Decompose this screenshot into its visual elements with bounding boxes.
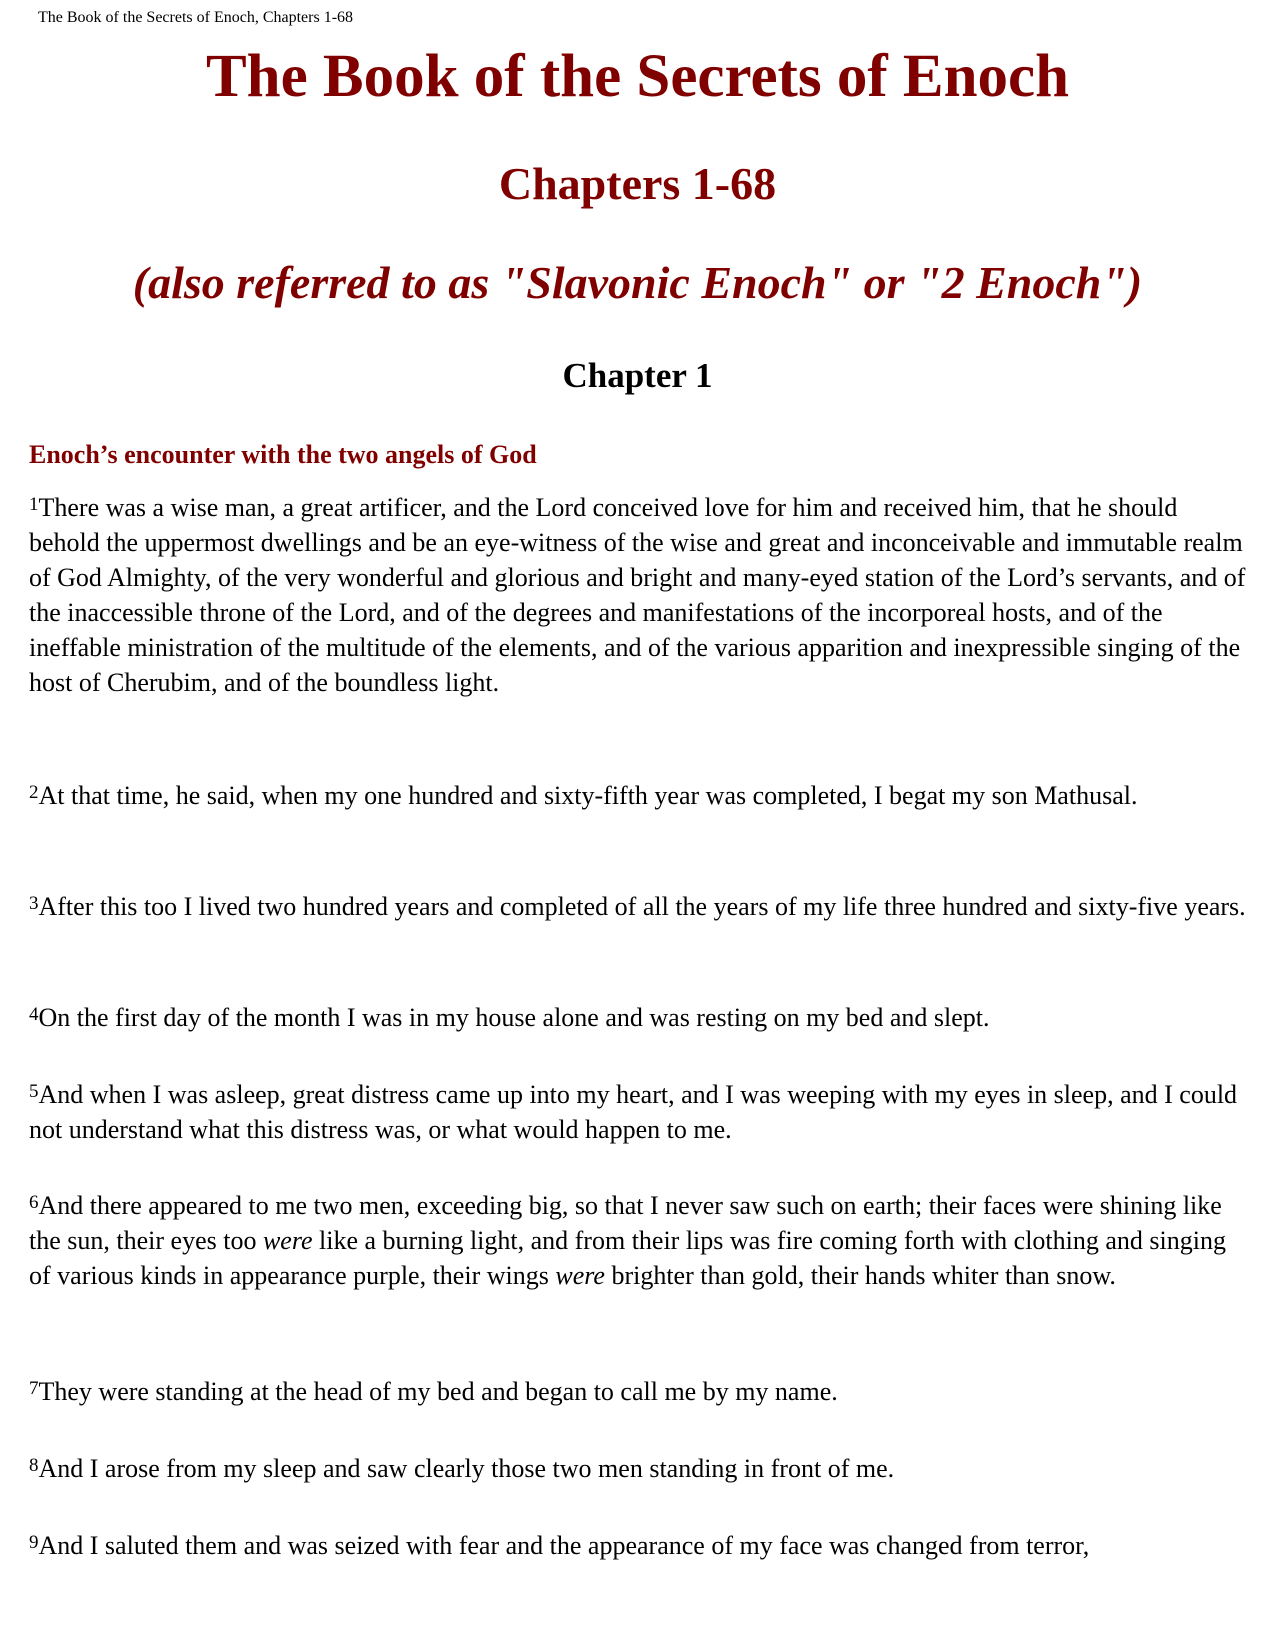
running-header: The Book of the Secrets of Enoch, Chapters 1-68 bbox=[38, 9, 354, 26]
verse-text: And I saluted them and was seized with fear and the appearance of my face was changed from terror, bbox=[38, 1531, 1090, 1560]
verse-7 bbox=[29, 1374, 1251, 1409]
italic-word: were bbox=[262, 1226, 313, 1255]
verse-8 bbox=[29, 1451, 1251, 1486]
verse-text: They were standing at the head of my bed and began to call me by my name. bbox=[38, 1377, 838, 1406]
verse-number: 5 bbox=[29, 1081, 39, 1102]
verse-4 bbox=[29, 1000, 1251, 1035]
verse-text: And I arose from my sleep and saw clearly those two men standing in front of me. bbox=[38, 1454, 895, 1483]
verse-5 bbox=[29, 1077, 1251, 1147]
verse-2 bbox=[29, 778, 1251, 813]
book-title: The Book of the Secrets of Enoch bbox=[205, 43, 1070, 110]
verse-number: 2 bbox=[29, 782, 39, 803]
verse-text: And when I was asleep, great distress came up into my heart, and I was weeping with my eyes in sleep, and I could not understand what this distress was, or what would happen to me. bbox=[29, 1080, 1238, 1144]
verse-3 bbox=[29, 889, 1251, 924]
verse-text: like a burning light, and from their lips was fire coming forth with clothing and singing of various kinds in appearance purple, their wings bbox=[29, 1226, 1226, 1290]
verse-number: 4 bbox=[29, 1004, 39, 1025]
verse-number: 7 bbox=[29, 1378, 39, 1399]
verse-1 bbox=[29, 490, 1251, 700]
verse-number: 1 bbox=[29, 494, 39, 515]
chapters-range-subtitle: Chapters 1-68 bbox=[498, 158, 777, 209]
section-heading: Enoch’s encounter with the two angels of God bbox=[29, 440, 537, 469]
verse-number: 3 bbox=[29, 893, 39, 914]
verse-text: At that time, he said, when my one hundred and sixty-fifth year was completed, I begat my son Mathusal. bbox=[38, 781, 1138, 810]
alternate-title: (also referred to as "Slavonic Enoch" or "2 Enoch") bbox=[132, 257, 1143, 308]
verse-number: 9 bbox=[29, 1532, 39, 1553]
verse-text: And there appeared to me two men, exceeding big, so that I never saw such on earth; their faces were shining like the sun, their eyes too bbox=[29, 1191, 1222, 1255]
verse-text: There was a wise man, a great artificer, and the Lord conceived love for him and received him, that he should behold the uppermost dwellings and be an eye-witness of the wise and great and inconceivable and immutable realm of God Almighty, of the very wonderful and glorious and bright and many-eyed station of the Lord’s servants, and of the inaccessible throne of the Lord, and of the degrees and manifestations of the incorporeal hosts, and of the ineffable ministration of the multitude of the elements, and of the various apparition and inexpressible singing of the host of Cherubim, and of the boundless light. bbox=[29, 493, 1246, 697]
verse-9 bbox=[29, 1528, 1251, 1563]
italic-word: were bbox=[555, 1261, 605, 1290]
verse-text: After this too I lived two hundred years and completed of all the years of my life three hundred and sixty-five years. bbox=[38, 892, 1246, 921]
verse-6 bbox=[29, 1188, 1251, 1293]
verse-number: 8 bbox=[29, 1455, 39, 1476]
verse-number: 6 bbox=[29, 1192, 39, 1213]
verse-text: brighter than gold, their hands whiter than snow. bbox=[604, 1261, 1116, 1290]
chapter-heading: Chapter 1 bbox=[562, 356, 713, 395]
verse-text: On the first day of the month I was in my house alone and was resting on my bed and slept. bbox=[38, 1003, 990, 1032]
